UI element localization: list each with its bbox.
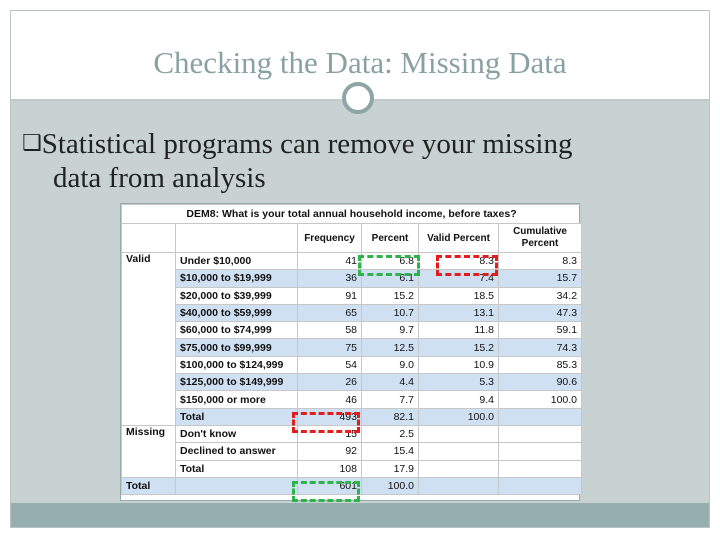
group-label-total: Total <box>122 477 176 494</box>
row-cumulative-percent: 15.7 <box>499 270 582 287</box>
row-empty <box>419 460 499 477</box>
row-percent: 9.0 <box>362 356 419 373</box>
row-percent: 10.7 <box>362 304 419 321</box>
row-frequency: 108 <box>298 460 362 477</box>
header-cumulative-percent: Cumulative Percent <box>499 224 582 253</box>
row-percent: 15.4 <box>362 443 419 460</box>
highlight-valid-percent-box <box>436 255 498 276</box>
table-row <box>122 253 582 270</box>
row-valid-percent: 5.3 <box>419 374 499 391</box>
row-valid-percent: 8.3 <box>419 253 499 270</box>
row-cumulative-percent: 85.3 <box>499 356 582 373</box>
row-percent: 12.5 <box>362 339 419 356</box>
row-frequency: 75 <box>298 339 362 356</box>
table-row <box>122 443 582 460</box>
row-empty <box>499 460 582 477</box>
table-row <box>122 339 582 356</box>
row-cumulative-percent: 8.3 <box>499 253 582 270</box>
table-row <box>122 270 582 287</box>
table-row <box>122 460 582 477</box>
row-label: $125,000 to $149,999 <box>176 374 298 391</box>
row-label: Declined to answer <box>176 443 298 460</box>
group-label-valid: Valid <box>122 253 176 426</box>
row-percent: 82.1 <box>362 408 419 425</box>
row-frequency: 58 <box>298 322 362 339</box>
row-valid-percent: 100.0 <box>419 408 499 425</box>
row-frequency: 54 <box>298 356 362 373</box>
row-label: $40,000 to $59,999 <box>176 304 298 321</box>
row-percent: 7.7 <box>362 391 419 408</box>
bullet-text-line-1: Statistical programs can remove your missing <box>41 128 573 160</box>
row-label: $150,000 or more <box>176 391 298 408</box>
table-row <box>122 374 582 391</box>
header-empty-2 <box>176 224 298 253</box>
row-percent: 2.5 <box>362 425 419 442</box>
grand-total-percent: 100.0 <box>362 477 419 494</box>
row-percent: 6.8 <box>362 253 419 270</box>
row-frequency: 15 <box>298 425 362 442</box>
row-cumulative-percent: 90.6 <box>499 374 582 391</box>
table-row <box>122 322 582 339</box>
bullet-text <box>22 127 702 195</box>
table-row <box>122 304 582 321</box>
bullet-text-line-2: data from analysis <box>53 162 266 194</box>
row-empty <box>419 425 499 442</box>
row-label: Under $10,000 <box>176 253 298 270</box>
row-cumulative-percent: 34.2 <box>499 287 582 304</box>
highlight-grand-total-box <box>292 481 360 502</box>
row-label: $10,000 to $19,999 <box>176 270 298 287</box>
table-row <box>122 356 582 373</box>
row-valid-percent: 7.4 <box>419 270 499 287</box>
highlight-percent-box <box>358 255 420 276</box>
row-empty <box>419 443 499 460</box>
frequency-table <box>120 203 580 501</box>
divider-circle-icon <box>342 82 374 114</box>
row-empty <box>499 425 582 442</box>
row-label: Total <box>176 460 298 477</box>
header-frequency: Frequency <box>298 224 362 253</box>
row-valid-percent: 15.2 <box>419 339 499 356</box>
row-cumulative-percent: 100.0 <box>499 391 582 408</box>
row-label: Don't know <box>176 425 298 442</box>
row-percent: 6.1 <box>362 270 419 287</box>
table-row <box>122 287 582 304</box>
row-percent: 15.2 <box>362 287 419 304</box>
row-label: $100,000 to $124,999 <box>176 356 298 373</box>
bullet-line-1 <box>22 127 702 161</box>
row-percent: 9.7 <box>362 322 419 339</box>
row-frequency: 26 <box>298 374 362 391</box>
grand-total-empty-3 <box>499 477 582 494</box>
row-percent: 17.9 <box>362 460 419 477</box>
row-valid-percent: 9.4 <box>419 391 499 408</box>
row-frequency: 92 <box>298 443 362 460</box>
row-empty <box>499 443 582 460</box>
row-cumulative-percent: 47.3 <box>499 304 582 321</box>
highlight-valid-total-box <box>292 412 360 433</box>
grand-total-frequency: 601 <box>298 477 362 494</box>
row-frequency: 36 <box>298 270 362 287</box>
row-valid-percent: 10.9 <box>419 356 499 373</box>
grand-total-empty <box>176 477 298 494</box>
header-valid-percent: Valid Percent <box>419 224 499 253</box>
row-cumulative-percent: 59.1 <box>499 322 582 339</box>
bullet-icon: ❑ <box>22 131 42 156</box>
row-valid-percent: 13.1 <box>419 304 499 321</box>
row-label: Total <box>176 408 298 425</box>
row-cumulative-percent <box>499 408 582 425</box>
group-label-missing: Missing <box>122 425 176 477</box>
header-percent: Percent <box>362 224 419 253</box>
row-percent: 4.4 <box>362 374 419 391</box>
row-label: $75,000 to $99,999 <box>176 339 298 356</box>
header-empty-1 <box>122 224 176 253</box>
row-frequency: 46 <box>298 391 362 408</box>
row-label: $20,000 to $39,999 <box>176 287 298 304</box>
row-frequency: 65 <box>298 304 362 321</box>
row-valid-percent: 11.8 <box>419 322 499 339</box>
row-frequency: 41 <box>298 253 362 270</box>
table-row <box>122 391 582 408</box>
row-label: $60,000 to $74,999 <box>176 322 298 339</box>
footer-bar <box>11 503 709 527</box>
table-question: DEM8: What is your total annual household income, before taxes? <box>122 205 582 224</box>
row-frequency: 493 <box>298 408 362 425</box>
slide-title: Checking the Data: Missing Data <box>153 45 567 80</box>
grand-total-empty-2 <box>419 477 499 494</box>
row-valid-percent: 18.5 <box>419 287 499 304</box>
row-frequency: 91 <box>298 287 362 304</box>
row-cumulative-percent: 74.3 <box>499 339 582 356</box>
